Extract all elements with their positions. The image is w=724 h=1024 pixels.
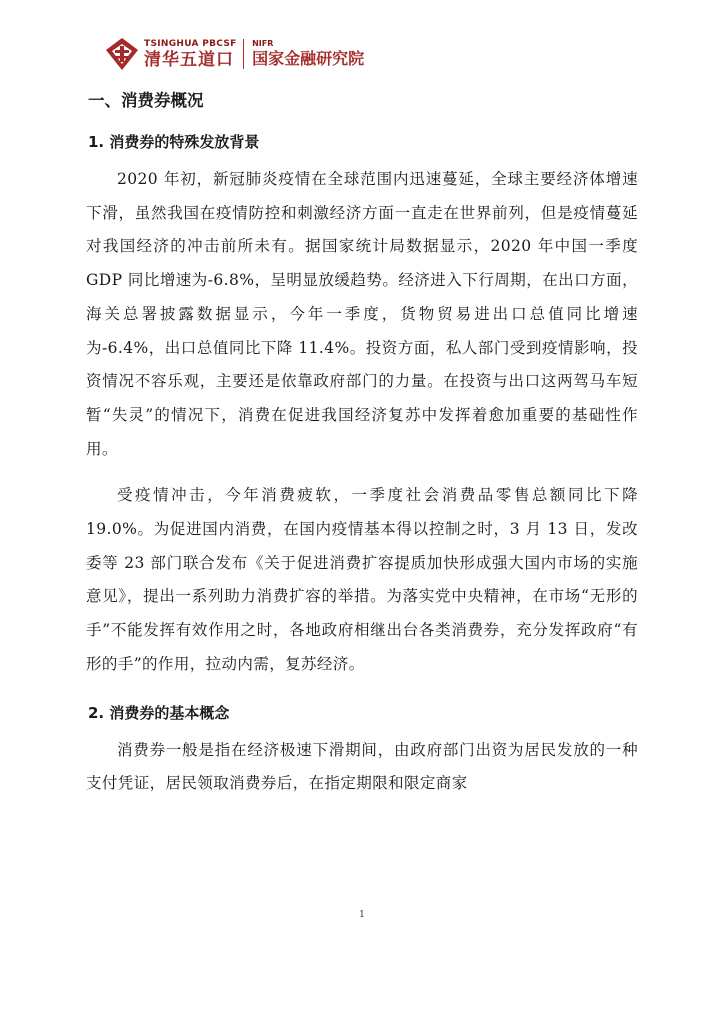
institute-chinese-name: 国家金融研究院 <box>252 49 365 68</box>
paragraph-2: 受疫情冲击，今年消费疲软，一季度社会消费品零售总额同比下降 19.0%。为促进国内消费，在国内疫情基本得以控制之时，3 月 13 日，发改委等 23 部门联合发布《关于促进消费扩容提质加快形成强大国内市场的实施意见》，提出一系列助力消费扩容的举措。为落实党中央精神，在市场“无形的手”不能发挥有效作用之时，各地政府相继出台各类消费券，充分发挥政府“有形的手”的作用，拉动内需，复苏经济。 <box>86 486 638 673</box>
institute-english-abbr: NIFR <box>252 39 274 48</box>
paragraph-3: 消费券一般是指在经济极速下滑期间，由政府部门出资为居民发放的一种支付凭证，居民领取消费券后，在指定期限和限定商家 <box>86 740 638 793</box>
paragraph-1: 2020 年初，新冠肺炎疫情在全球范围内迅速蔓延，全球主要经济体增速下滑，虽然我国在疫情防控和刺激经济方面一直走在世界前列，但是疫情蔓延对我国经济的冲击前所未有。据国家统计局数据显示，2020 年中国一季度 GDP 同比增速为-6.8%，呈明显放缓趋势。经济进入下行周期，在出口方面，海关总署披露数据显示，今年一季度，货物贸易进出口总值同比增速为-6.4%，出口总值同比下降 11.4%。投资方面，私人部门受到疫情影响，投资情况不容乐观，主要还是依靠政府部门的力量。在投资与出口这两驾马车短暂“失灵”的情况下，消费在促进我国经济复苏中发挥着愈加重要的基础性作用。 <box>86 170 638 458</box>
subsection-1-title: 1. 消费券的特殊发放背景 <box>88 133 260 151</box>
page-number: 1 <box>359 910 365 920</box>
logo-divider <box>243 39 245 69</box>
section-title: 一、消费券概况 <box>88 91 204 110</box>
logo-chinese-text: 清华五道口 <box>144 49 234 70</box>
tsinghua-logo-icon <box>104 36 140 72</box>
subsection-2-title: 2. 消费券的基本概念 <box>88 703 230 722</box>
header-logo <box>104 34 364 74</box>
logo-english-text: TSINGHUA PBCSF <box>144 38 237 49</box>
document-body <box>86 84 638 801</box>
